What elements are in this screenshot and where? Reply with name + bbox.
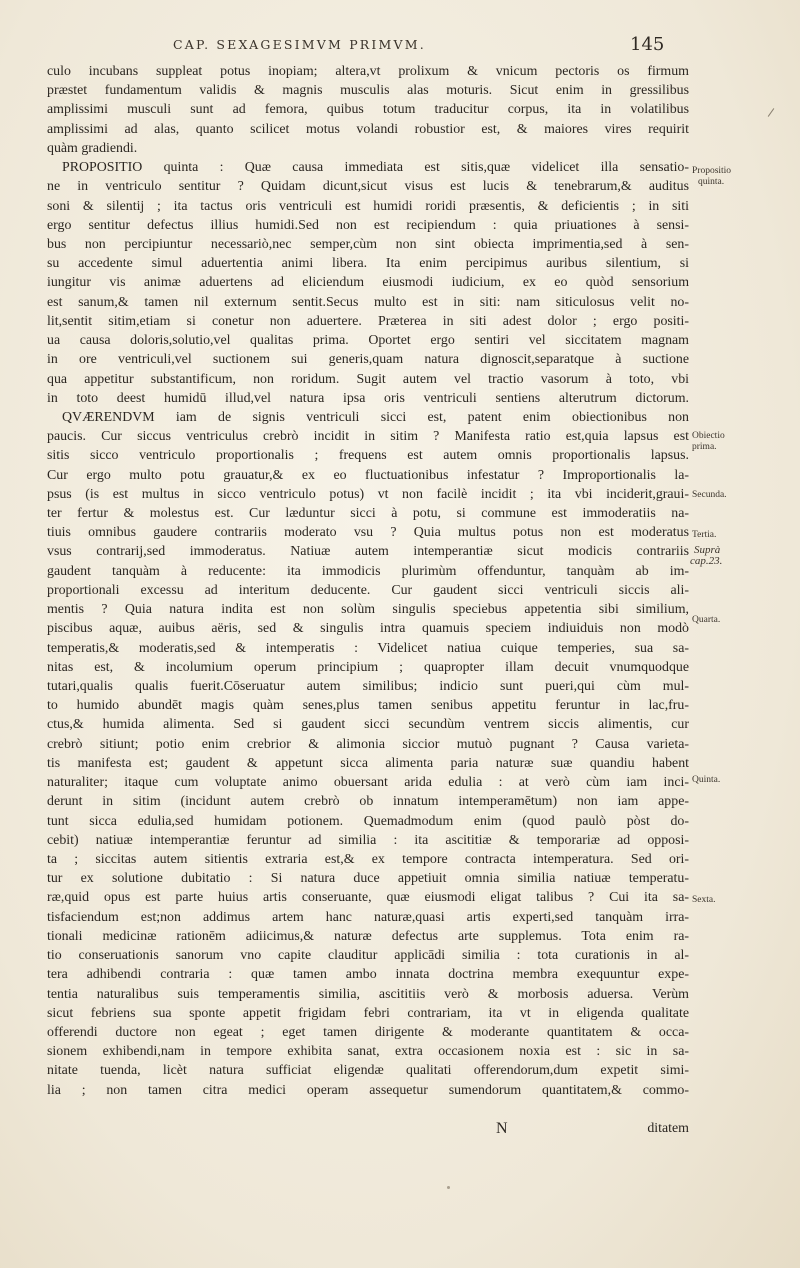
text-line: tutari,qualis qualis fuerit.Cōseruatur autem similibus; indicio sunt pueri,qui cùm mul- [47, 679, 689, 694]
margin-note-line: Propositio [692, 166, 732, 176]
text-line: tera adhibendi contraria : quæ tamen ambo innata doctrina membra exequuntur expe- [47, 967, 689, 983]
signature-mark: N [496, 1120, 508, 1138]
footer-line [47, 1119, 689, 1138]
text-line: præstet fundamentum validis & magnis musculis alas moturis. Sicut enim in gressilibus [47, 83, 689, 99]
margin-note-secunda: Secunda. [692, 490, 727, 500]
text-line: tio conseruationis sanorum vno capite clauditur applicādi similia : tota curationis in al- [47, 948, 689, 964]
text-line: quàm gradiendi. [47, 140, 138, 156]
text-line: cebit) natiuæ intemperantiæ feruntur ad similia : ita ascititiæ & temporariæ ad opposi- [47, 832, 689, 848]
text-line: culo incubans suppleat potus inopiam; altera,vt prolixum & vnicum pectoris os firmum [47, 64, 689, 79]
text-line: ter fertur & molestus est. Cur læduntur sicci à potu, si commune est immoderatiis na- [47, 506, 689, 522]
text-line: amplissimi ad alas, quanto scilicet motus volandi robustior est, & maiores vires requirit [47, 121, 689, 137]
text-line: tur ex solutione dubitatio : Si natura duce appetiuit omnia similia natiuæ temperatu- [47, 871, 689, 887]
text-line: lia ; non tamen citra medici operam assequetur sumendorum quantitatem,& commo- [47, 1082, 689, 1098]
text-line: ne in ventriculo sentitur ? Quidam dicunt,sicut visus est lucis & tenebrarum,& auditus [47, 179, 689, 195]
margin-note-tertia: Tertia. [692, 530, 717, 540]
ink-dot [447, 1186, 450, 1189]
text-line: tionali medicinæ rationēm adiicimus,& naturæ defectus arte supplemus. Tota enim ra- [47, 928, 689, 944]
text-line: sicut febriens sua sponte appetit frigidam febri contrariam, ita vt in eligenda qualitate [47, 1005, 689, 1021]
margin-note-sexta: Sexta. [692, 895, 716, 905]
text-line: psus (is est multus in sicco ventriculo potus) vt non facilè incidit ; ita vbi inciderit,graui- [47, 486, 689, 502]
text-line: temperatis,& moderatis,sed & intemperatis : Videlicet natiua cuique temperies, sua sa- [47, 640, 689, 656]
text-line-propositio: PROPOSITIO quinta : Quæ causa immediata est sitis,quæ videlicet illa sensatio- [62, 160, 689, 176]
text-line: amplissimi musculi sunt ad femora, quibus totum traducitur corpus, ita in volatilibus [47, 102, 689, 118]
text-line: crebrò sitiunt; potio enim crebrior & alimonia siccior mutuò pugnant ? Causa varieta- [47, 736, 689, 752]
margin-note-quinta: Quinta. [692, 775, 721, 785]
text-line: tis manifesta est; gaudent & appetunt sicca alimenta paria naturæ suæ quandiu habent [47, 755, 689, 771]
margin-note-line: Suprà [694, 544, 721, 556]
text-line: sitis sicco ventriculo proportionalis ; frequens est autem omnis proportionalis lapsus. [47, 448, 689, 464]
margin-note-obiectio-prima [692, 431, 725, 453]
text-line: nitate tuenda, licèt natura sufficiat eligendæ qualitati offerendorum,dum expetit simi- [47, 1063, 689, 1079]
text-line: ta ; siccitas autem sitientis extraria est,& ex tempore contracta intemperatura. Sed ori- [47, 851, 689, 867]
text-line: nitas est, & incolumium operum principium ; quapropter illam decuit vnumquodque [47, 659, 689, 675]
text-line: offerendi ductore non egeat ; eget tamen dirigente & moderante quantitatem & occa- [47, 1024, 689, 1040]
page-header [0, 34, 800, 60]
running-head: CAP. SEXAGESIMVM PRIMVM. [173, 37, 426, 52]
text-line: proportionali excessu ad interitum deducente. Cur gaudent sicci ventriculi siccis ali- [47, 582, 689, 598]
margin-note-propositio-quinta [692, 166, 731, 188]
margin-note-line: prima. [692, 442, 717, 452]
margin-note-quarta: Quarta. [692, 615, 721, 625]
text-line: in toto deest humidū illud,vel natura ipsa oris ventriculi sentiens alterutrum dictorum. [47, 390, 689, 406]
text-line: ergo sentitur defectus illius humidi.Sed non est recipiendum : quia priuationes à sensi- [47, 217, 689, 233]
text-line: tisfaciendum est;non addimus artem hanc naturæ,quasi artis experti,sed tanquàm irra- [47, 909, 689, 925]
text-line: in ore ventriculi,vel suctionem sui generis,quam natura dignoscit,separatque à suctione [47, 352, 689, 368]
text-line: ctus,& humida alimenta. Sed si gaudent sicci secundùm ventrem siccis alimentis, cur [47, 717, 689, 733]
text-line [47, 1100, 689, 1119]
edge-mark [768, 108, 775, 117]
text-line: tunt sicca edulia,sed humidam potionem. Quemadmodum enim (quod paulò pòst do- [47, 813, 689, 829]
text-line: est sanum,& tamen nil externum sentit.Secus multo est in siti: nam siticulosus velit no- [47, 294, 689, 310]
text-line: to humido abundēt magis quàm senes,plus tamen senibus appetitu feruntur in lac,fru- [47, 698, 689, 714]
text-line: qua appetitur substantificum, non roridum. Sugit autem vel tractio vasorum à toto, vbi [47, 371, 689, 387]
text-line: su accedente simul aduertentia animi libera. Ita enim percipimus auribus silentium, si [47, 256, 689, 272]
text-line: derunt in sitim (incidunt autem crebrò ob innatum intemperamētum) non iam appe- [47, 794, 689, 810]
text-line: tiuis omnibus gaudere contrariis moderato vsu ? Quia multus potus non est moderatus [47, 525, 689, 541]
text-line: ua causa doloris,solutio,vel qualitas prima. Oportet ergo sentiri vel siccitatem magnam [47, 333, 689, 349]
text-line: tentia naturalibus suis temperamentis similia, ascititiis verò & morbosis aduersa. Verùm [47, 986, 689, 1002]
text-line: soni & silentij ; ita tactus oris ventriculi est humidi roridi præsentis, & deficientis ; in siti [47, 198, 689, 214]
page-number: 145 [630, 34, 665, 55]
text-line: piscibus aquæ, auibus aëris, sed & singulis intra quamuis speciem indiuiduis non modò [47, 621, 689, 637]
text-line: ræ,quid opus est parte huius artis conseruante, quæ eiusmodi eligat talibus ? Cui ita sa- [47, 890, 689, 906]
body-text [47, 62, 689, 1138]
text-line: naturaliter; itaque cum voluptate animo obuersant arida edulia : at verò cùm iam inci- [47, 775, 689, 791]
text-line: bus non percipiuntur necessariò,nec semper,cùm non sint obiecta imprimentia,sed à sen- [47, 236, 689, 252]
catchword: ditatem [647, 1121, 689, 1137]
text-line: lit,sentit sitim,etiam si conetur non aduertere. Præterea in siti adest dolor ; ergo positi- [47, 313, 689, 329]
text-line: Cur ergo multo potu grauatur,& ex eo fluctuationibus infestatur ? Improportionalis la- [47, 467, 689, 483]
margin-note-line: cap.23. [690, 555, 723, 567]
text-line: mentis ? Quia natura indita est non solùm singulis speciebus appetentia sibi similium, [47, 602, 689, 618]
margin-note-supra [690, 545, 722, 567]
margin-note-line: quinta. [698, 177, 725, 187]
text-line: sionem exhibendi,nam in tempore exhibita sanat, extra occasionem noxia est : sic in sa- [47, 1044, 689, 1060]
text-line: vsus contrarij,sed immoderatus. Natiuæ autem intemperantiæ sicut modicis contrariis [47, 544, 689, 560]
text-line: gaudent tanquàm à reducente: ita immodicis plurimùm offenduntur, tanquàm ab im- [47, 563, 689, 579]
text-line-quaerendum: QVÆRENDVM iam de signis ventriculi sicci est, patent enim obiectionibus non [62, 409, 689, 425]
text-line: iungitur vis animæ aduertens ad eliciendum eiusmodi iudicium, ex eo quòd sensorium [47, 275, 689, 291]
margin-note-line: Obiectio [692, 431, 725, 441]
text-line: paucis. Cur siccus ventriculus crebrò incidit in sitim ? Manifesta ratio est,quia lapsus est [47, 429, 689, 445]
